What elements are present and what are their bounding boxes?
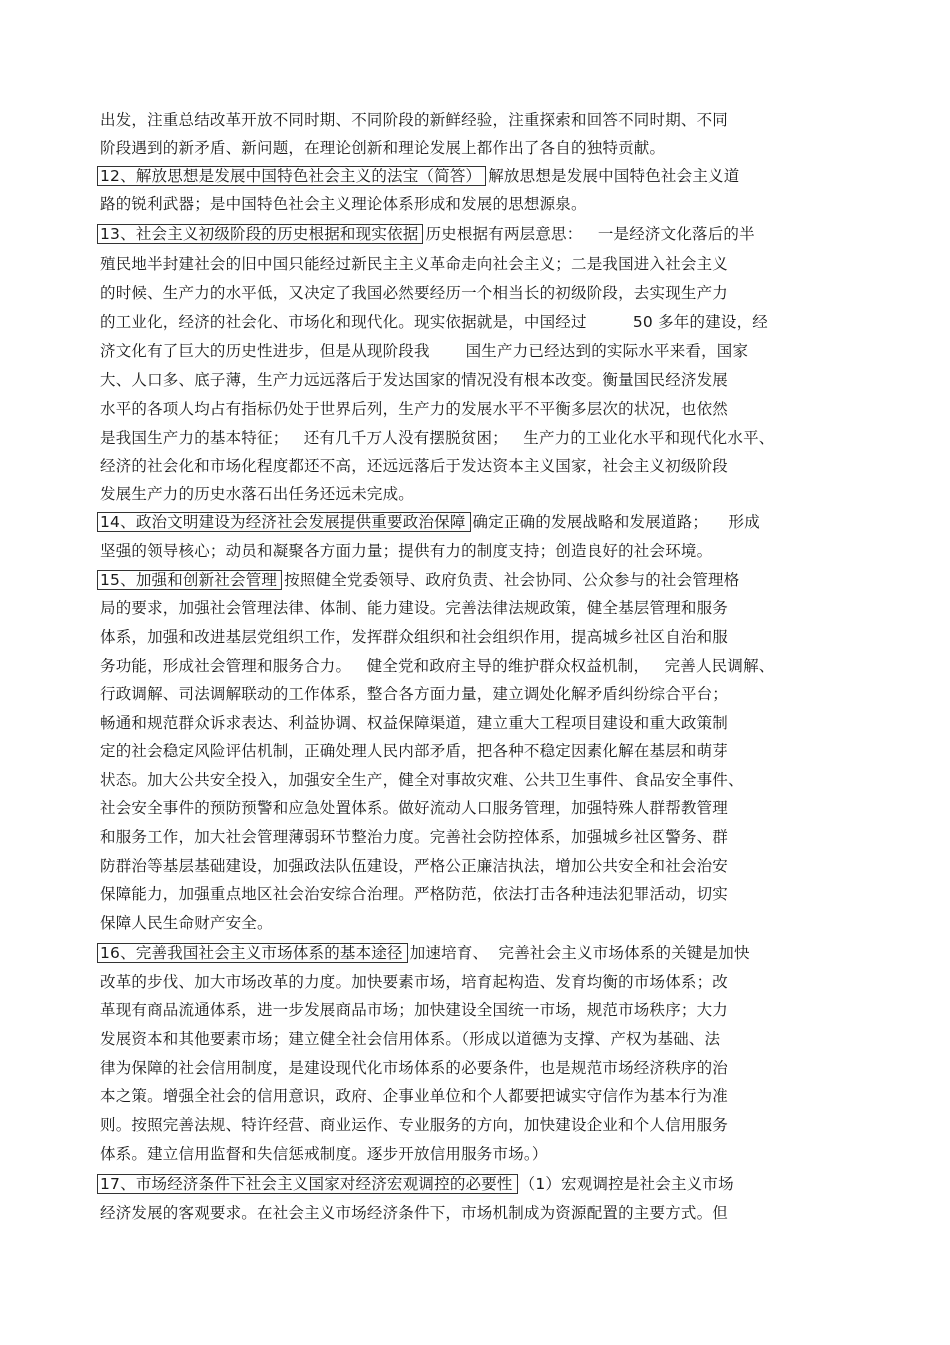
text-line: 社会安全事件的预防预警和应急处置体系。做好流动人口服务管理，加强特殊人群帮教管理 (100, 799, 729, 817)
text-line: 坚强的领导核心；动员和凝聚各方面力量；提供有力的制度支持；创造良好的社会环境。 (100, 542, 713, 560)
question-heading-line: 16、完善我国社会主义市场体系的基本途径 加速培育、 完善社会主义市场体系的关键是加快 (100, 943, 750, 963)
text-line: 路的锐利武器；是中国特色社会主义理论体系形成和发展的思想源泉。 (100, 195, 587, 213)
text-line: 水平的各项人均占有指标仍处于世界后列，生产力的发展水平不平衡多层次的状况，也依然 (100, 400, 729, 418)
text-line: 发展生产力的历史水落石出任务还远未完成。 (100, 485, 415, 503)
question-heading-line: 17、市场经济条件下社会主义国家对经济宏观调控的必要性 （1）宏观调控是社会主义市场 (100, 1174, 734, 1194)
text-line: 行政调解、司法调解联动的工作体系，整合各方面力量，建立调处化解矛盾纠纷综合平台； (100, 685, 729, 703)
text-line: 改革的步伐、加大市场改革的力度。加快要素市场，培育起构造、发育均衡的市场体系；改 (100, 973, 729, 991)
question-heading-box: 14、政治文明建设为经济社会发展提供重要政治保障 (97, 512, 471, 532)
text-line: 是我国生产力的基本特征； 还有几千万人没有摆脱贫困； 生产力的工业化水平和现代化水平、 (100, 429, 775, 447)
text-line: 务功能，形成社会管理和服务合力。 健全党和政府主导的维护群众权益机制， 完善人民调解、 (100, 657, 775, 675)
text-line: 殖民地半封建社会的旧中国只能经过新民主主义革命走向社会主义；二是我国进入社会主义 (100, 255, 729, 273)
question-heading-box: 15、加强和创新社会管理 (97, 570, 282, 590)
question-heading-box: 17、市场经济条件下社会主义国家对经济宏观调控的必要性 (97, 1174, 518, 1194)
question-heading-line: 14、政治文明建设为经济社会发展提供重要政治保障 确定正确的发展战略和发展道路； 形成 (100, 512, 760, 532)
question-heading-box: 16、完善我国社会主义市场体系的基本途径 (97, 943, 408, 963)
text-line: 济文化有了巨大的历史性进步，但是从现阶段我 国生产力已经达到的实际水平来看，国家 (100, 342, 749, 360)
question-heading-line: 15、加强和创新社会管理 按照健全党委领导、政府负责、社会协同、公众参与的社会管理格 (100, 570, 739, 590)
question-heading-box: 13、社会主义初级阶段的历史根据和现实依据 (97, 224, 423, 244)
text-line: 则。按照完善法规、特许经营、商业运作、专业服务的方向，加快建设企业和个人信用服务 (100, 1116, 729, 1134)
question-heading-box: 12、解放思想是发展中国特色社会主义的法宝（简答） (97, 166, 486, 186)
text-line: 阶段遇到的新矛盾、新问题，在理论创新和理论发展上都作出了各自的独特贡献。 (100, 139, 666, 157)
text-line: 的工业化，经济的社会化、市场化和现代化。现实依据就是，中国经过 50 多年的建设，经 (100, 313, 768, 331)
text-line: 发展资本和其他要素市场；建立健全社会信用体系。（形成以道德为支撑、产权为基础、法 (100, 1030, 721, 1048)
text-line: 的时候、生产力的水平低，又决定了我国必然要经历一个相当长的初级阶段，去实现生产力 (100, 284, 729, 302)
text-line: 革现有商品流通体系，进一步发展商品市场；加快建设全国统一市场，规范市场秩序；大力 (100, 1001, 729, 1019)
text-line: 局的要求，加强社会管理法律、体制、能力建设。完善法律法规政策，健全基层管理和服务 (100, 599, 729, 617)
text-line: 体系，加强和改进基层党组织工作，发挥群众组织和社会组织作用，提高城乡社区自治和服 (100, 628, 729, 646)
text-line: 律为保障的社会信用制度，是建设现代化市场体系的必要条件，也是规范市场经济秩序的治 (100, 1059, 729, 1077)
question-heading-line: 12、解放思想是发展中国特色社会主义的法宝（简答） 解放思想是发展中国特色社会主义道 (100, 166, 739, 186)
text-line: 畅通和规范群众诉求表达、利益协调、权益保障渠道，建立重大工程项目建设和重大政策制 (100, 714, 729, 732)
text-line: 防群治等基层基础建设，加强政法队伍建设，严格公正廉洁执法，增加公共安全和社会治安 (100, 857, 729, 875)
text-line: 经济的社会化和市场化程度都还不高，还远远落后于发达资本主义国家，社会主义初级阶段 (100, 457, 729, 475)
text-line: 经济发展的客观要求。在社会主义市场经济条件下，市场机制成为资源配置的主要方式。但 (100, 1204, 729, 1222)
text-line: 定的社会稳定风险评估机制，正确处理人民内部矛盾，把各种不稳定因素化解在基层和萌芽 (100, 742, 729, 760)
question-heading-line: 13、社会主义初级阶段的历史根据和现实依据 历史根据有两层意思： 一是经济文化落后的半 (100, 224, 755, 244)
text-line: 出发，注重总结改革开放不同时期、不同阶段的新鲜经验，注重探索和回答不同时期、不同 (100, 111, 729, 129)
text-line: 体系。建立信用监督和失信惩戒制度。逐步开放信用服务市场。） (100, 1145, 548, 1163)
text-line: 大、人口多、底子薄，生产力远远落后于发达国家的情况没有根本改变。衡量国民经济发展 (100, 371, 729, 389)
text-line: 和服务工作，加大社会管理薄弱环节整治力度。完善社会防控体系，加强城乡社区警务、群 (100, 828, 729, 846)
text-line: 本之策。增强全社会的信用意识，政府、企事业单位和个人都要把诚实守信作为基本行为准 (100, 1087, 729, 1105)
text-line: 保障能力，加强重点地区社会治安综合治理。严格防范，依法打击各种违法犯罪活动，切实 (100, 885, 729, 903)
text-line: 状态。加大公共安全投入，加强安全生产，健全对事故灾难、公共卫生事件、食品安全事件、 (100, 771, 744, 789)
text-line: 保障人民生命财产安全。 (100, 914, 273, 932)
